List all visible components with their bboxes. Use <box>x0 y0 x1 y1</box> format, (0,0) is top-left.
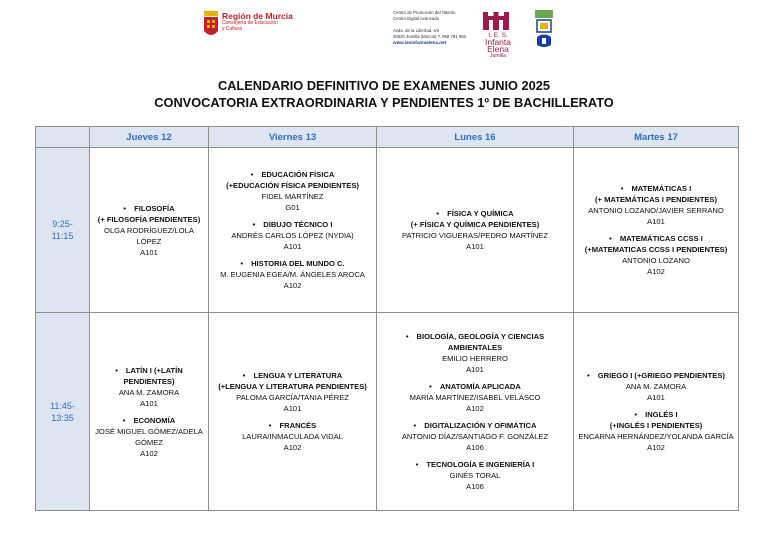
exam-entry <box>213 370 372 414</box>
ies-info <box>393 10 473 46</box>
exam-subject: • FILOSOFÍA <box>94 203 204 214</box>
exam-subtitle: (+ FÍSICA Y QUÍMICA PENDIENTES) <box>410 220 540 229</box>
time-header-cell <box>36 127 90 148</box>
exam-room: A101 <box>140 398 158 408</box>
ies-castle-icon <box>481 10 511 30</box>
exam-subtitle: (+MATEMATICAS CCSS I PENDIENTES) <box>584 245 728 254</box>
exam-entry <box>94 415 204 459</box>
schedule-cell <box>377 148 574 313</box>
exam-subject: • MATEMÁTICAS CCSS I <box>578 233 734 244</box>
exam-room: A102 <box>466 404 484 413</box>
exam-room: A102 <box>647 443 665 452</box>
exam-entry <box>381 459 569 492</box>
day-header: Viernes 13 <box>209 127 377 148</box>
exam-subject: • LENGUA Y LITERATURA <box>213 370 372 381</box>
table-row <box>36 148 739 313</box>
exam-entry <box>578 183 734 227</box>
schedule-cell <box>90 313 209 511</box>
exam-teacher: LAURA/INMACULADA VIDAL <box>242 432 343 441</box>
exam-teacher: ANA M. ZAMORA <box>625 382 687 391</box>
exam-teacher: OLGA RODRÍGUEZ/LOLA LÓPEZ <box>104 225 194 246</box>
exam-subject: • EDUCACIÓN FÍSICA <box>213 169 372 180</box>
schedule-cell <box>574 313 739 511</box>
exam-subject: • MATEMÁTICAS I <box>578 183 734 194</box>
exam-subject: • ANATOMÍA APLICADA <box>381 381 569 392</box>
region-murcia-logo <box>203 10 293 46</box>
exam-subject: • LATÍN I (+LATÍN PENDIENTES) <box>94 365 204 387</box>
exam-teacher: JOSÉ MIGUEL GÓMEZ/ADELA GÓMEZ <box>95 426 203 447</box>
exam-room: A102 <box>140 448 158 458</box>
ies-logo-block <box>393 10 563 60</box>
exam-teacher: ANDRÉS CARLOS LÓPEZ (NYDIA) <box>231 231 354 240</box>
ies-name-line2: Infanta Elena <box>485 37 511 54</box>
title-line1: CALENDARIO DEFINITIVO DE EXAMENES JUNIO 2025 <box>217 78 551 93</box>
exam-subject: • DIBUJO TÉCNICO I <box>213 219 372 230</box>
exam-entry <box>213 420 372 453</box>
exam-subject: • BIOLOGÍA, GEOLOGÍA Y CIENCIAS AMBIENTALES <box>381 331 569 353</box>
exam-entry <box>578 370 734 403</box>
exam-entry <box>213 219 372 252</box>
exam-room: A101 <box>283 404 302 413</box>
exam-subject: • FÍSICA Y QUÍMICA <box>381 208 569 219</box>
exam-teacher: ENCARNA HERNÁNDEZ/YOLANDA GARCÍA <box>578 432 734 441</box>
exam-entry <box>213 258 372 291</box>
exam-subject: • ECONOMÍA <box>94 415 204 426</box>
title-line2: CONVOCATORIA EXTRAORDINARIA Y PENDIENTES 1º DE BACHILLERATO <box>154 95 614 110</box>
exam-room: A102 <box>283 443 302 452</box>
ies-address-line: Avda. de la Libertad, s/n <box>393 28 440 33</box>
ies-info-line: Centro Digital Avanzado <box>393 16 440 21</box>
exam-teacher: MARÍA MARTÍNEZ/ISABEL VELASCO <box>409 393 541 402</box>
exam-room: A106 <box>466 482 484 491</box>
exam-entry <box>381 331 569 375</box>
schedule-cell <box>209 313 377 511</box>
exam-entry <box>381 420 569 453</box>
time-slot: 11:45- 13:35 <box>36 313 90 511</box>
exam-teacher: ANTONIO LOZANO <box>622 256 690 265</box>
murcia-text <box>222 12 293 32</box>
exam-subject: • DIGITALIZACIÓN Y OFIMÁTICA <box>381 420 569 431</box>
schedule-cell <box>574 148 739 313</box>
exam-subtitle: (+ MATEMÁTICAS I PENDIENTES) <box>595 195 717 204</box>
exam-room: G01 <box>285 203 300 212</box>
exam-room: A101 <box>647 217 665 226</box>
exam-entry <box>94 365 204 409</box>
exam-entry <box>381 208 569 252</box>
exam-entry <box>381 381 569 414</box>
day-header: Lunes 16 <box>377 127 574 148</box>
ies-name-line1: I. E. S. <box>488 32 508 39</box>
exam-subject: • GRIEGO I (+GRIEGO PENDIENTES) <box>578 370 734 381</box>
ies-info-line: Centro de Promoción del Talento <box>393 10 456 15</box>
exam-room: A106 <box>466 443 484 452</box>
ies-name <box>473 32 523 60</box>
murcia-name: Región de Murcia <box>222 11 293 21</box>
exam-teacher: ANTONIO LOZANO/JAVIER SERRANO <box>588 206 724 215</box>
exam-teacher: PATRICIO VIGUERAS/PEDRO MARTÍNEZ <box>402 231 548 240</box>
exam-subject: • HISTORIA DEL MUNDO C. <box>213 258 372 269</box>
murcia-line2: Consejería de Educación <box>222 20 278 26</box>
exam-schedule-table <box>35 126 739 511</box>
ies-address-line: 30520 Jumilla (Murcia) T. 968 781 950 <box>393 34 467 39</box>
ies-name-line3: Jumilla <box>489 53 507 59</box>
exam-subtitle: (+EDUCACIÓN FÍSICA PENDIENTES) <box>226 181 359 190</box>
program-badges-icon <box>531 10 557 50</box>
exam-room: A101 <box>283 242 302 251</box>
exam-subtitle: (+ FILOSOFÍA PENDIENTES) <box>97 214 201 224</box>
schedule-cell <box>377 313 574 511</box>
table-header-row <box>36 127 739 148</box>
exam-subtitle: (+INGLÉS I PENDIENTES) <box>609 421 703 430</box>
exam-room: A101 <box>140 247 158 257</box>
schedule-cell <box>90 148 209 313</box>
exam-teacher: FIDEL MARTÍNEZ <box>261 192 324 201</box>
exam-room: A101 <box>466 242 484 251</box>
table-row <box>36 313 739 511</box>
schedule-cell <box>209 148 377 313</box>
exam-entry <box>213 169 372 213</box>
time-slot: 9:25- 11:15 <box>36 148 90 313</box>
exam-subject: • FRANCÉS <box>213 420 372 431</box>
exam-room: A101 <box>466 365 484 374</box>
exam-subject: • TECNOLOGÍA E INGENIERÍA I <box>381 459 569 470</box>
murcia-shield-icon <box>203 11 219 39</box>
exam-teacher: GINÉS TORAL <box>449 471 501 480</box>
exam-entry <box>578 233 734 277</box>
exam-entry <box>578 409 734 453</box>
exam-teacher: PALOMA GARCÍA/TANIA PÉREZ <box>236 393 349 402</box>
ies-url: www.iesinfantaelena.net <box>393 40 447 45</box>
day-header: Jueves 12 <box>90 127 209 148</box>
exam-subtitle: (+LENGUA Y LITERATURA PENDIENTES) <box>218 382 367 391</box>
exam-subject: • INGLÉS I <box>578 409 734 420</box>
document-title <box>0 77 768 111</box>
exam-room: A102 <box>647 267 665 276</box>
murcia-line3: y Cultura <box>222 26 243 32</box>
exam-teacher: ANA M. ZAMORA <box>118 387 180 397</box>
exam-teacher: ANTONIO DÍAZ/SANTIAGO F. GONZÁLEZ <box>401 432 549 441</box>
exam-room: A101 <box>647 393 665 402</box>
exam-teacher: EMILIO HERRERO <box>442 354 508 363</box>
day-header: Martes 17 <box>574 127 739 148</box>
exam-entry <box>94 203 204 258</box>
exam-room: A102 <box>283 281 302 290</box>
exam-teacher: M. EUGENIA EGEA/M. ÁNGELES AROCA <box>220 270 365 279</box>
